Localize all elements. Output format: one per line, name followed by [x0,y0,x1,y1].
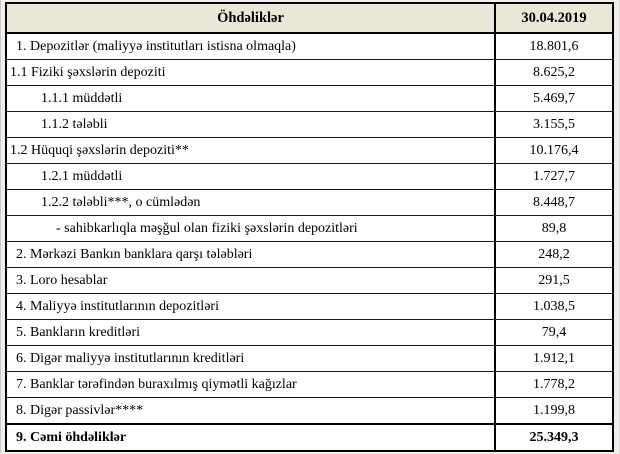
row-label: 1.1 Fiziki şəxslərin depoziti [6,60,495,86]
row-label: 8. Digər passivlər**** [6,398,495,425]
row-label: 2. Mərkəzi Bankın banklara qarşı tələbləri [6,242,495,268]
row-label: 3. Loro hesablar [6,268,495,294]
table-row [6,190,613,216]
row-label: 5. Bankların kreditləri [6,320,495,346]
table-row [6,33,613,60]
row-value: 291,5 [495,268,613,294]
row-label: 7. Banklar tərəfindən buraxılmış qiymətli kağızlar [6,372,495,398]
row-value: 248,2 [495,242,613,268]
column-header-date: 30.04.2019 [495,3,613,33]
row-value: 18.801,6 [495,33,613,60]
row-value: 3.155,5 [495,112,613,138]
row-value: 25.349,3 [495,424,613,451]
row-label: 1.1.2 tələbli [6,112,495,138]
row-value: 8.448,7 [495,190,613,216]
table-row [6,60,613,86]
row-label: 6. Digər maliyyə institutlarının kreditləri [6,346,495,372]
table-row [6,346,613,372]
table-row [6,164,613,190]
row-value: 1.727,7 [495,164,613,190]
liabilities-table [5,2,614,452]
row-label: 1.1.1 müddətli [6,86,495,112]
row-label: 1. Depozitlər (maliyyə institutları istisna olmaqla) [6,33,495,60]
table-row [6,268,613,294]
header-row [6,3,613,33]
table-row [6,112,613,138]
table-row [6,372,613,398]
row-value: 1.778,2 [495,372,613,398]
table-body [6,33,613,451]
row-label: - sahibkarlıqla məşğul olan fiziki şəxslərin depozitləri [6,216,495,242]
table-row [6,398,613,425]
table-row [6,424,613,451]
row-label: 4. Maliyyə institutlarının depozitləri [6,294,495,320]
row-value: 79,4 [495,320,613,346]
row-value: 1.199,8 [495,398,613,425]
row-label: 9. Cəmi öhdəliklər [6,424,495,451]
table-row [6,294,613,320]
row-label: 1.2.2 tələbli***, o cümlədən [6,190,495,216]
row-value: 1.038,5 [495,294,613,320]
row-value: 10.176,4 [495,138,613,164]
table-row [6,242,613,268]
row-value: 89,8 [495,216,613,242]
table-row [6,86,613,112]
row-value: 8.625,2 [495,60,613,86]
row-value: 1.912,1 [495,346,613,372]
column-header-liabilities: Öhdəliklər [6,3,495,33]
row-label: 1.2.1 müddətli [6,164,495,190]
row-label: 1.2 Hüquqi şəxslərin depoziti** [6,138,495,164]
table-row [6,320,613,346]
table-header [6,3,613,33]
table-row [6,138,613,164]
table-row [6,216,613,242]
row-value: 5.469,7 [495,86,613,112]
